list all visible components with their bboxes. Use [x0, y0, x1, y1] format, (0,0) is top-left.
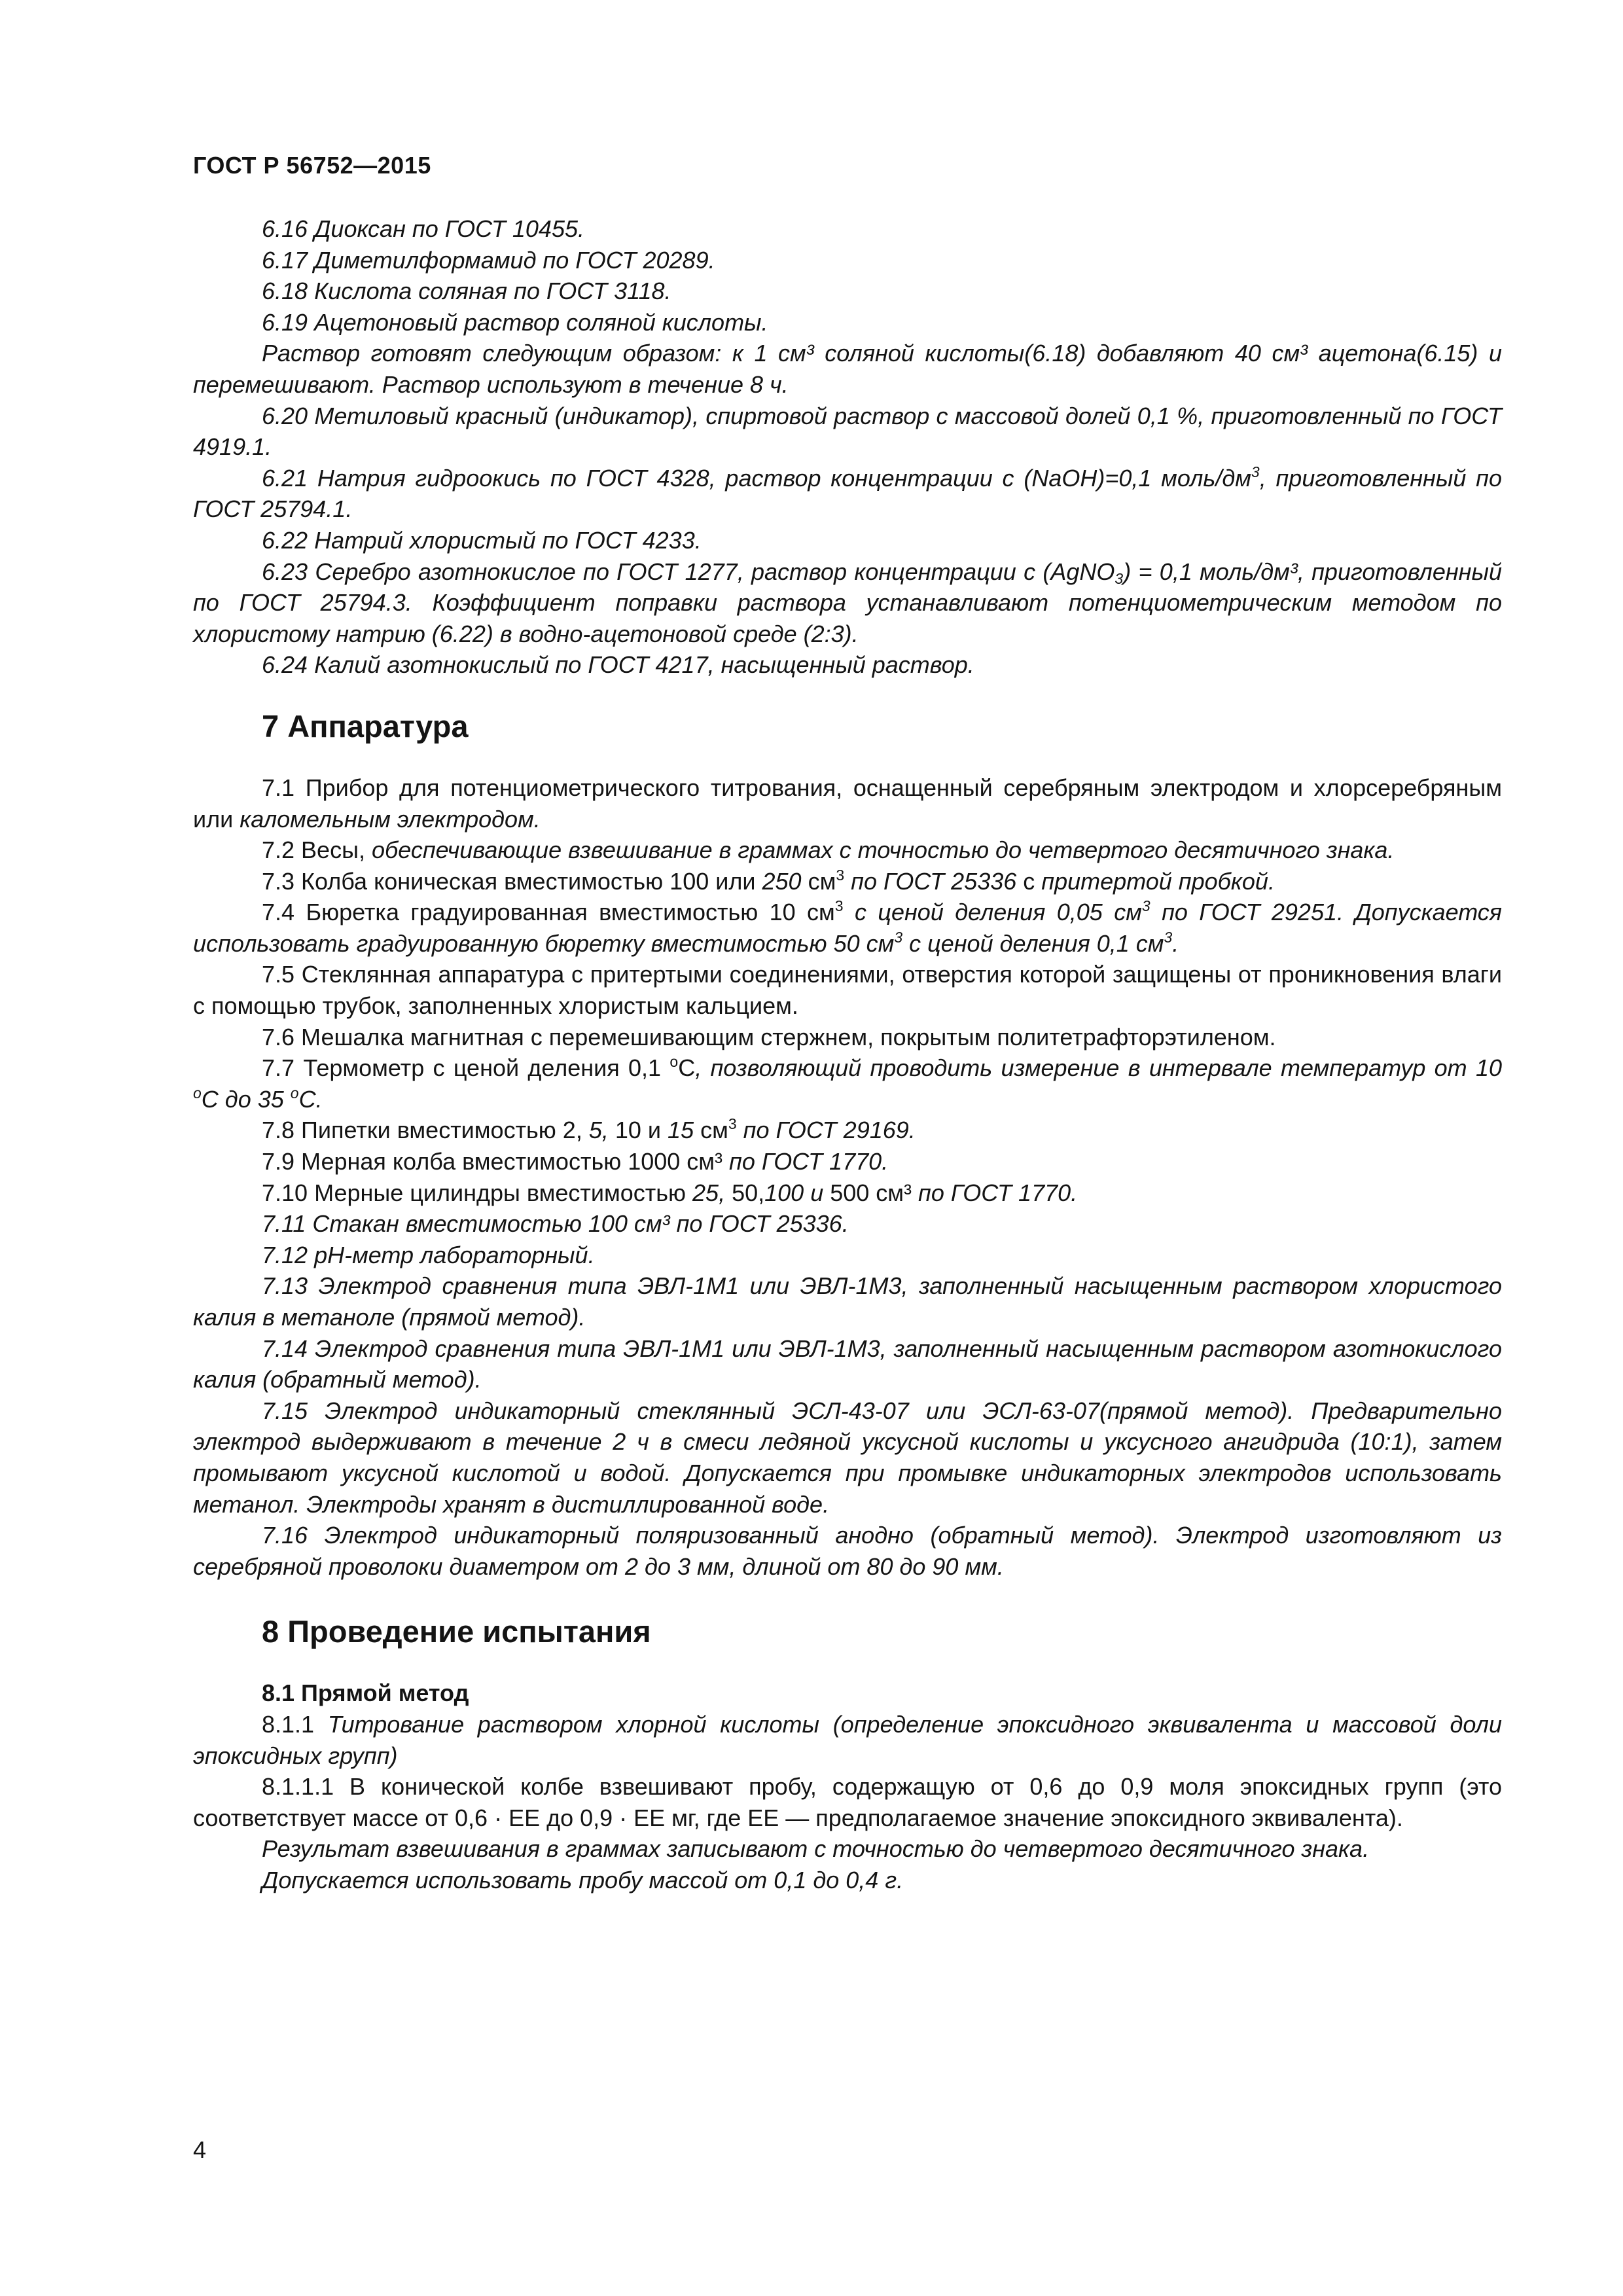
clause-6-21-text: 6.21 Натрия гидроокись по ГОСТ 4328, раствор концентрации с (NaOH)=0,1 моль/дм — [262, 464, 1251, 492]
superscript: о — [669, 1053, 679, 1071]
weighing-result-note: Результат взвешивания в граммах записывают с точностью до четвертого десятичного знака. — [262, 1835, 1370, 1863]
clause-7-1 — [193, 772, 1502, 834]
clause-7-10-text: 7.10 Мерные цилиндры вместимостью — [262, 1179, 693, 1206]
subscript: 3 — [1115, 569, 1124, 587]
clause-6-21-text-end: , приготовленный по ГОСТ 25794.1. — [193, 464, 1502, 523]
clause-6-23-text: 6.23 Серебро азотнокислое по ГОСТ 1277, раствор концентрации с (AgNO — [262, 558, 1115, 585]
clause-7-4-italic-3: с ценой деления 0,1 см — [902, 929, 1164, 957]
clause-7-7-end: С. — [298, 1085, 323, 1113]
document-body — [193, 213, 1502, 1896]
page-number: 4 — [193, 2136, 207, 2163]
document-header: ГОСТ Р 56752—2015 — [193, 152, 431, 179]
clause-7-4-end: . — [1172, 929, 1179, 957]
clause-7-3-text: 7.3 Колба коническая вместимостью 100 или — [262, 867, 762, 895]
clause-7-6: 7.6 Мешалка магнитная с перемешивающим стержнем, покрытым политетрафторэтиленом. — [262, 1023, 1276, 1050]
clause-7-13: 7.13 Электрод сравнения типа ЭВЛ-1М1 или ЭВЛ-1М3, заполненный насыщенным раствором хлористого калия в метаноле (прямой метод). — [193, 1272, 1502, 1331]
clause-7-1-text: 7.1 Прибор для потенциометрического титрования, оснащенный серебряным электродом и хлорсеребряным или — [193, 774, 1502, 833]
clause-6-21 — [193, 463, 1502, 525]
clause-6-16: 6.16 Диоксан по ГОСТ 10455. — [262, 215, 585, 242]
clause-7-7-unit: С — [678, 1054, 696, 1082]
clause-7-10-text-2: 50, — [725, 1179, 765, 1206]
clause-8-1-1-title: Титрование раствором хлорной кислоты (определение эпоксидного эквивалента и массовой доли эпоксидных групп) — [193, 1710, 1502, 1769]
superscript: 3 — [728, 1115, 737, 1133]
clause-7-1-italic: каломельным электродом. — [240, 805, 541, 833]
superscript: 3 — [894, 928, 903, 946]
clause-7-2 — [193, 834, 1502, 866]
sample-mass-note: Допускается использовать пробу массой от 0,1 до 0,4 г. — [262, 1866, 904, 1893]
clause-6-22: 6.22 Натрий хлористый по ГОСТ 4233. — [262, 526, 702, 554]
clause-7-8-unit: см — [694, 1117, 728, 1144]
clause-8-1-1-1: 8.1.1.1 В конической колбе взвешивают пробу, содержащую от 0,6 до 0,9 моля эпоксидных групп (это соответствует массе от 0,6 · ЕЕ до 0,9 · ЕЕ мг, где ЕЕ — предполагаемое значение эпоксидного эквивалента). — [193, 1773, 1502, 1831]
clause-7-9-text: 7.9 Мерная колба вместимостью 1000 см³ — [262, 1148, 730, 1175]
clause-7-3-standard: по ГОСТ 25336 — [844, 867, 1017, 895]
clause-7-7-italic-2: С до 35 — [201, 1085, 291, 1113]
clause-6-18: 6.18 Кислота соляная по ГОСТ 3118. — [262, 278, 671, 305]
clause-7-10-standard: по ГОСТ 1770. — [918, 1179, 1078, 1206]
clause-7-10-italic-2: 100 и — [764, 1179, 824, 1206]
clause-6-23 — [193, 556, 1502, 650]
clause-7-11: 7.11 Стакан вместимостью 100 см³ по ГОСТ 25336. — [262, 1210, 849, 1238]
section-8-title: 8 Проведение испытания — [262, 1614, 651, 1649]
clause-7-2-italic: обеспечивающие взвешивание в граммах с точностью до четвертого десятичного знака. — [371, 836, 1395, 864]
clause-7-10-text-3: 500 см³ — [823, 1179, 919, 1206]
clause-7-15: 7.15 Электрод индикаторный стеклянный ЭСЛ-43-07 или ЭСЛ-63-07(прямой метод). Предварительно электрод выдерживают в течение 2 ч в смеси ледяной уксусной кислоты и уксусного ангидрида (10:1), затем промывают уксусной кислотой и водой. Допускается при промывке индикаторных электродов использовать метанол. Электроды хранят в дистиллированной воде. — [193, 1397, 1502, 1518]
clause-6-19: 6.19 Ацетоновый раствор соляной кислоты. — [262, 308, 768, 336]
subsection-8-1-title: 8.1 Прямой метод — [262, 1679, 469, 1707]
clause-8-1-1-number: 8.1.1 — [262, 1710, 328, 1738]
clause-8-1-1 — [193, 1709, 1502, 1771]
clause-6-23-text-end: ) = 0,1 моль/дм³, приготовленный по ГОСТ 25794.3. Коэффициент поправки раствора устанавливают потенциометрическим методом по хлористому натрию (6.22) в водно-ацетоновой среде (2:3). — [193, 558, 1502, 647]
clause-7-4 — [193, 897, 1502, 959]
clause-7-8-text-2: 10 и — [608, 1117, 668, 1144]
superscript: 3 — [836, 866, 845, 884]
clause-6-24: 6.24 Калий азотнокислый по ГОСТ 4217, насыщенный раствор. — [262, 651, 974, 679]
clause-7-8-standard: по ГОСТ 29169. — [736, 1117, 916, 1144]
superscript: 3 — [834, 897, 844, 915]
clause-7-8-text: 7.8 Пипетки вместимостью 2, — [262, 1117, 589, 1144]
clause-7-4-italic: с ценой деления 0,05 см — [843, 899, 1142, 926]
clause-7-8-italic: 5, — [588, 1117, 609, 1144]
superscript: о — [193, 1084, 202, 1102]
superscript: 3 — [1251, 463, 1260, 480]
clause-7-9-standard: по ГОСТ 1770. — [729, 1148, 889, 1175]
clause-7-4-italic-2: по ГОСТ 29251. Допускается использовать градуированную бюретку вместимостью 50 см — [193, 899, 1503, 957]
superscript: о — [290, 1084, 299, 1102]
clause-6-17: 6.17 Диметилформамид по ГОСТ 20289. — [262, 246, 715, 274]
clause-7-8-italic-2: 15 — [668, 1117, 694, 1144]
clause-7-3-italic-2: притертой пробкой. — [1041, 867, 1275, 895]
clause-7-5: 7.5 Стеклянная аппаратура с притертыми соединениями, отверстия которой защищены от проникновения влаги с помощью трубок, заполненных хлористым кальцием. — [193, 961, 1502, 1020]
superscript: 3 — [1141, 897, 1150, 915]
clause-7-3-unit: см — [801, 867, 836, 895]
clause-7-7-italic: , позволяющий проводить измерение в интервале температур от 10 — [695, 1054, 1503, 1082]
clause-7-12: 7.12 рН-метр лабораторный. — [262, 1241, 595, 1268]
clause-7-10 — [193, 1177, 1502, 1209]
clause-7-3-text-2: с — [1016, 867, 1042, 895]
clause-7-9 — [193, 1146, 1502, 1177]
clause-7-10-italic: 25, — [692, 1179, 726, 1206]
clause-7-3 — [193, 866, 1502, 897]
clause-7-7-text: 7.7 Термометр с ценой деления 0,1 — [262, 1054, 670, 1082]
clause-6-19-description: Раствор готовят следующим образом: к 1 см³ соляной кислоты(6.18) добавляют 40 см³ ацетона(6.15) и перемешивают. Раствор используют в течение 8 ч. — [193, 340, 1502, 398]
clause-7-16: 7.16 Электрод индикаторный поляризованный анодно (обратный метод). Электрод изготовляют из серебряной проволоки диаметром от 2 до 3 мм, длиной от 80 до 90 мм. — [193, 1522, 1502, 1580]
clause-7-14: 7.14 Электрод сравнения типа ЭВЛ-1М1 или ЭВЛ-1М3, заполненный насыщенным раствором азотнокислого калия (обратный метод). — [193, 1335, 1502, 1393]
clause-7-8 — [193, 1115, 1502, 1146]
superscript: 3 — [1164, 928, 1173, 946]
clause-7-7 — [193, 1052, 1502, 1115]
section-7-title: 7 Аппаратура — [262, 708, 469, 744]
clause-6-20: 6.20 Метиловый красный (индикатор), спиртовой раствор с массовой долей 0,1 %, приготовленный по ГОСТ 4919.1. — [193, 402, 1502, 461]
clause-7-4-text: 7.4 Бюретка градуированная вместимостью 10 см — [262, 899, 835, 926]
clause-7-3-italic: 250 — [762, 867, 802, 895]
clause-7-2-text: 7.2 Весы, — [262, 836, 372, 864]
